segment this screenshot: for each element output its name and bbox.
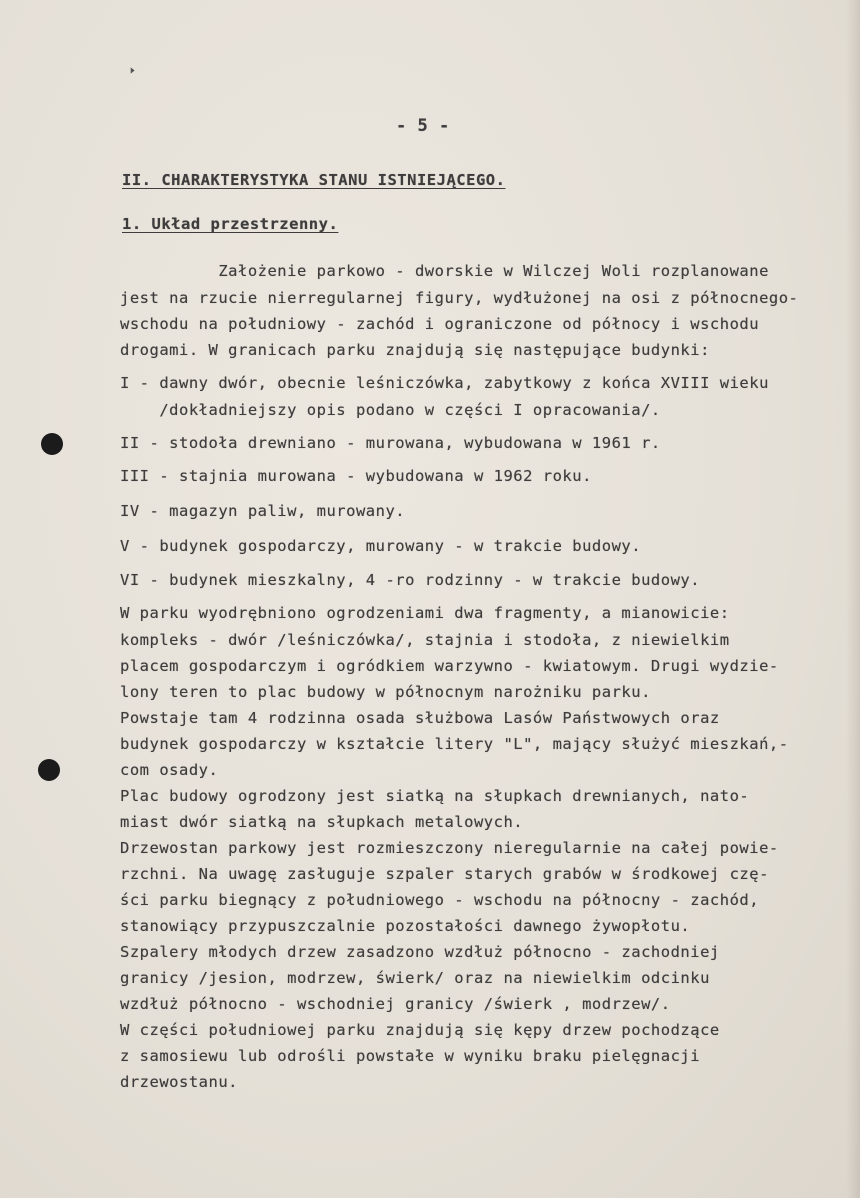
building-list-item: V - budynek gospodarczy, murowany - w trakcie budowy.: [120, 537, 642, 555]
building-list-item: /dokładniejszy opis podano w części I opracowania/.: [120, 401, 661, 419]
body-line: Szpalery młodych drzew zasadzono wzdłuż północno - zachodniej: [120, 943, 720, 961]
body-line: stanowiący przypuszczalnie pozostałości dawnego żywopłotu.: [120, 917, 691, 935]
punch-hole-bottom: [38, 759, 60, 781]
building-list-item: II - stodoła drewniano - murowana, wybudowana w 1961 r.: [120, 434, 661, 452]
body-line: lony teren to plac budowy w północnym narożniku parku.: [120, 683, 651, 701]
body-line: z samosiewu lub odrośli powstałe w wyniku braku pielęgnacji: [120, 1047, 701, 1065]
intro-line: jest na rzucie nierregularnej figury, wydłużonej na osi z północnego-: [120, 289, 799, 307]
body-line: Plac budowy ogrodzony jest siatką na słupkach drewnianych, nato-: [120, 787, 750, 805]
body-line: placem gospodarczym i ogródkiem warzywno - kwiatowym. Drugi wydzie-: [120, 657, 779, 675]
body-line: Powstaje tam 4 rodzinna osada służbowa Lasów Państwowych oraz: [120, 709, 720, 727]
body-line: kompleks - dwór /leśniczówka/, stajnia i stodoła, z niewielkim: [120, 631, 730, 649]
body-line: W części południowej parku znajdują się kępy drzew pochodzące: [120, 1021, 720, 1039]
section-title: II. CHARAKTERYSTYKA STANU ISTNIEJĄCEGO.: [122, 171, 506, 189]
paper-edge-shadow: [846, 0, 860, 1198]
intro-line: wschodu na południowy - zachód i ograniczone od północy i wschodu: [120, 315, 760, 333]
body-line: miast dwór siatką na słupkach metalowych.: [120, 813, 524, 831]
subsection-title: 1. Układ przestrzenny.: [122, 215, 339, 233]
body-line: ści parku biegnący z południowego - wschodu na północny - zachód,: [120, 891, 760, 909]
body-line: budynek gospodarczy w kształcie litery "L", mający służyć mieszkań,-: [120, 735, 789, 753]
body-line: com osady.: [120, 761, 219, 779]
page-number: - 5 -: [396, 116, 450, 136]
pencil-tick-mark: 🢒: [130, 63, 136, 79]
body-line: drzewostanu.: [120, 1073, 238, 1091]
building-list-item: VI - budynek mieszkalny, 4 -ro rodzinny - w trakcie budowy.: [120, 571, 701, 589]
building-list-item: III - stajnia murowana - wybudowana w 1962 roku.: [120, 467, 592, 485]
punch-hole-top: [41, 433, 63, 455]
body-line: W parku wyodrębniono ogrodzeniami dwa fragmenty, a mianowicie:: [120, 604, 730, 622]
intro-line: Założenie parkowo - dworskie w Wilczej Woli rozplanowane: [120, 262, 769, 280]
intro-line: drogami. W granicach parku znajdują się następujące budynki:: [120, 341, 710, 359]
body-line: granicy /jesion, modrzew, świerk/ oraz na niewielkim odcinku: [120, 969, 710, 987]
building-list-item: IV - magazyn paliw, murowany.: [120, 502, 406, 520]
building-list-item: I - dawny dwór, obecnie leśniczówka, zabytkowy z końca XVIII wieku: [120, 374, 769, 392]
body-line: rzchni. Na uwagę zasługuje szpaler starych grabów w środkowej czę-: [120, 865, 769, 883]
body-line: Drzewostan parkowy jest rozmieszczony nieregularnie na całej powie-: [120, 839, 779, 857]
body-line: wzdłuż północno - wschodniej granicy /świerk , modrzew/.: [120, 995, 671, 1013]
